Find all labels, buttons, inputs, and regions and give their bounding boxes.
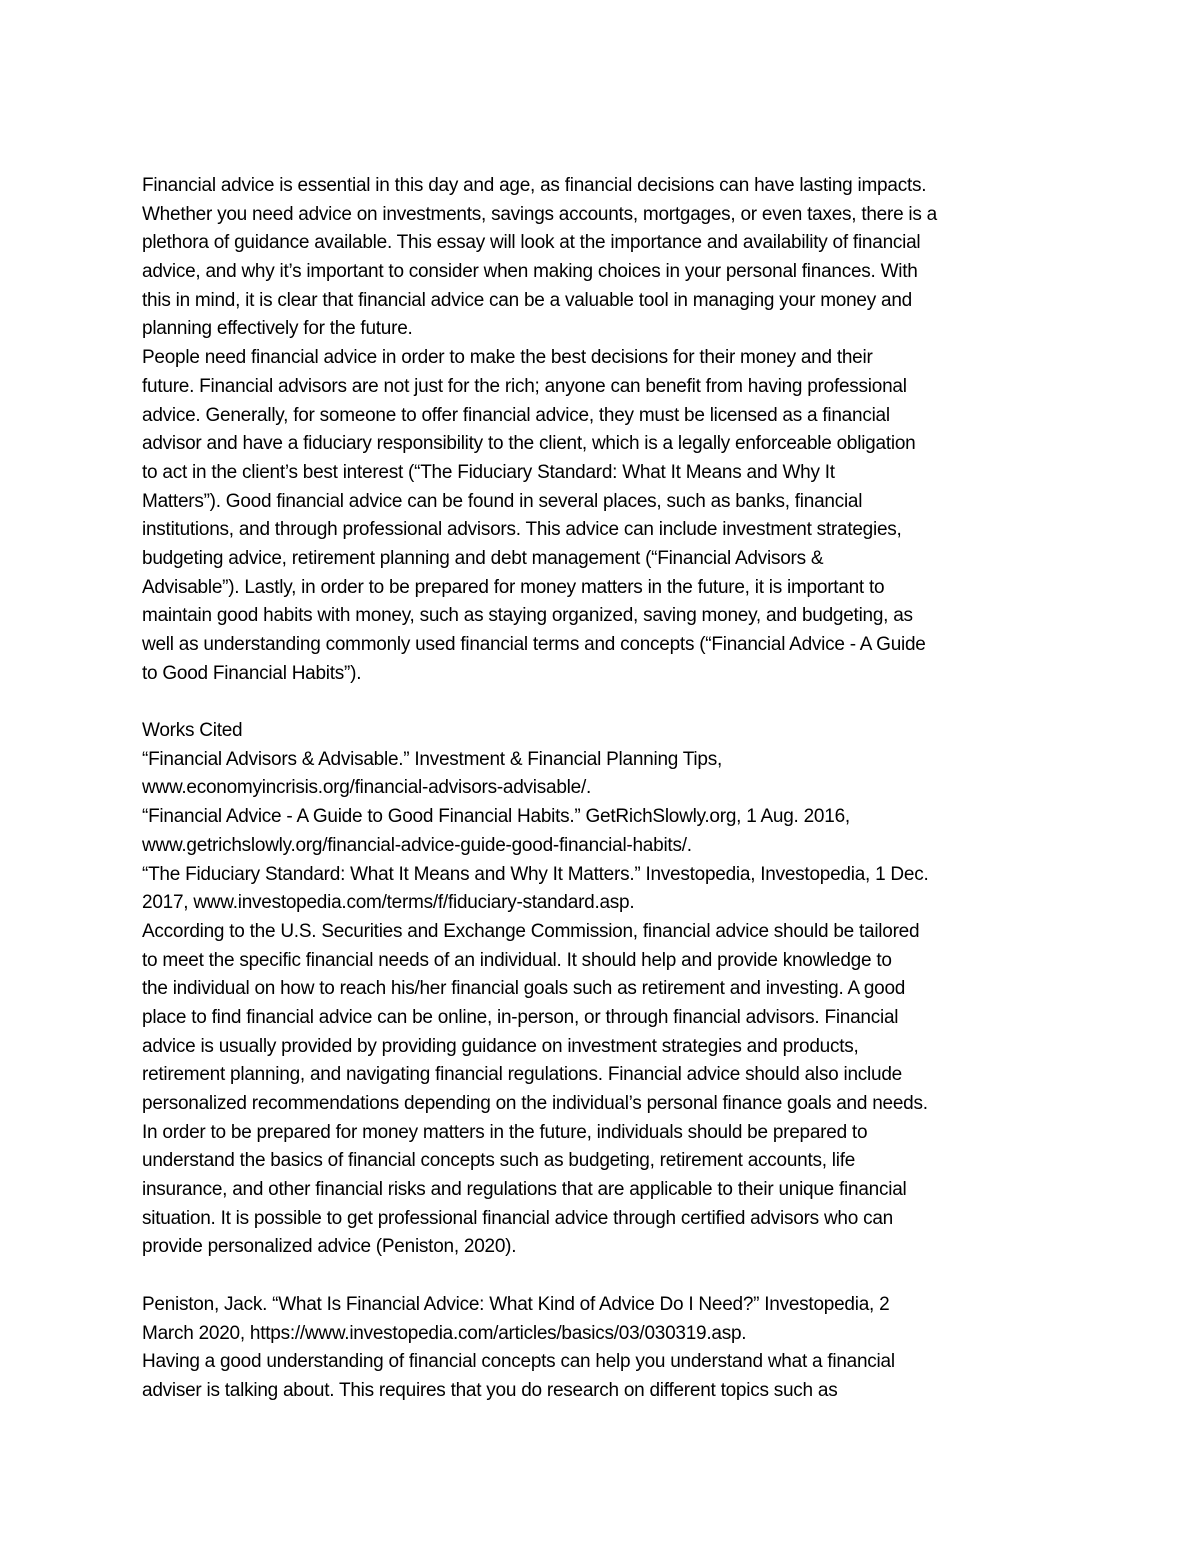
text-line: this in mind, it is clear that financial advice can be a valuable tool in managing your money and <box>142 289 912 311</box>
text-line: Advisable”). Lastly, in order to be prepared for money matters in the future, it is important to <box>142 576 885 598</box>
text-line: future. Financial advisors are not just for the rich; anyone can benefit from having professional <box>142 375 907 397</box>
text-line: Matters”). Good financial advice can be found in several places, such as banks, financial <box>142 490 863 512</box>
citation-line: “Financial Advisors & Advisable.” Investment & Financial Planning Tips, <box>142 748 722 770</box>
text-line: understand the basics of financial concepts such as budgeting, retirement accounts, life <box>142 1150 856 1172</box>
text-line: institutions, and through professional advisors. This advice can include investment strategies, <box>142 519 902 541</box>
citation-line: 2017, www.investopedia.com/terms/f/fiduciary-standard.asp. <box>142 892 635 914</box>
citation-line: March 2020, https://www.investopedia.com/articles/basics/03/030319.asp. <box>142 1322 747 1344</box>
intro-paragraph <box>142 172 1072 344</box>
text-line: In order to be prepared for money matters in the future, individuals should be prepared to <box>142 1121 868 1143</box>
citation-line: www.getrichslowly.org/financial-advice-guide-good-financial-habits/. <box>142 834 692 856</box>
text-line: retirement planning, and navigating financial regulations. Financial advice should also include <box>142 1064 902 1086</box>
blank-line <box>142 1262 1072 1291</box>
text-line: well as understanding commonly used financial terms and concepts (“Financial Advice - A Guide <box>142 634 926 655</box>
text-line: According to the U.S. Securities and Exchange Commission, financial advice should be tailored <box>142 920 920 942</box>
text-line: advice is usually provided by providing guidance on investment strategies and products, <box>142 1035 859 1057</box>
text-line: advisor and have a fiduciary responsibility to the client, which is a legally enforceable obligation <box>142 433 916 455</box>
text-line: to Good Financial Habits”). <box>142 662 362 684</box>
text-line: adviser is talking about. This requires that you do research on different topics such as <box>142 1379 838 1401</box>
works-cited-section <box>142 717 1072 918</box>
text-line: provide personalized advice (Peniston, 2020). <box>142 1236 517 1258</box>
document-page <box>142 172 1072 1406</box>
text-line: planning effectively for the future. <box>142 318 413 340</box>
text-line: to meet the specific financial needs of an individual. It should help and provide knowledge to <box>142 949 892 971</box>
text-line: to act in the client’s best interest (“The Fiduciary Standard: What It Means and Why It <box>142 461 835 483</box>
text-line: the individual on how to reach his/her financial goals such as retirement and investing. A good <box>142 978 906 1000</box>
text-line: People need financial advice in order to make the best decisions for their money and their <box>142 347 873 369</box>
text-line: insurance, and other financial risks and regulations that are applicable to their unique financial <box>142 1179 907 1201</box>
citation-line: Peniston, Jack. “What Is Financial Advice: What Kind of Advice Do I Need?” Investopedia, 2 <box>142 1293 890 1315</box>
text-line: advice, and why it’s important to consider when making choices in your personal finances. With <box>142 261 918 283</box>
text-line: Having a good understanding of financial concepts can help you understand what a financial <box>142 1351 895 1373</box>
body-paragraph <box>142 344 1072 688</box>
text-line: Whether you need advice on investments, savings accounts, mortgages, or even taxes, there is a <box>142 203 937 225</box>
citation-line: “The Fiduciary Standard: What It Means and Why It Matters.” Investopedia, Investopedia, 1 Dec. <box>142 863 929 885</box>
body-paragraph <box>142 918 1072 1262</box>
citation-line: www.economyincrisis.org/financial-advisors-advisable/. <box>142 777 592 799</box>
text-line: advice. Generally, for someone to offer financial advice, they must be licensed as a financial <box>142 404 890 426</box>
works-cited-heading: Works Cited <box>142 720 243 742</box>
citation-peniston <box>142 1291 1072 1348</box>
blank-line <box>142 688 1072 717</box>
text-line: plethora of guidance available. This essay will look at the importance and availability of financial <box>142 232 921 254</box>
text-line: Financial advice is essential in this day and age, as financial decisions can have lasting impacts. <box>142 175 927 196</box>
text-line: personalized recommendations depending on the individual’s personal finance goals and needs. <box>142 1093 928 1114</box>
body-paragraph <box>142 1348 1072 1405</box>
text-line: maintain good habits with money, such as staying organized, saving money, and budgeting, as <box>142 605 913 627</box>
text-line: situation. It is possible to get professional financial advice through certified advisors who can <box>142 1207 893 1229</box>
citation-line: “Financial Advice - A Guide to Good Financial Habits.” GetRichSlowly.org, 1 Aug. 2016, <box>142 806 850 828</box>
text-line: budgeting advice, retirement planning and debt management (“Financial Advisors & <box>142 547 824 569</box>
text-line: place to find financial advice can be online, in-person, or through financial advisors. Financial <box>142 1006 899 1028</box>
